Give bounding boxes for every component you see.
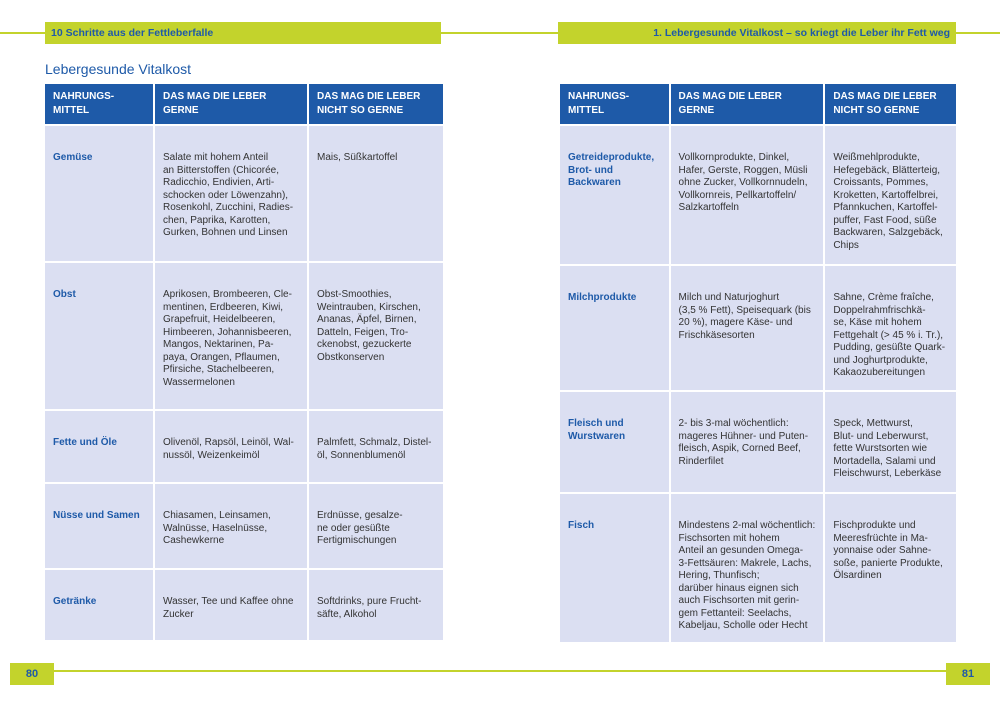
likes-cell: Salate mit hohem Anteil an Bitterstoffen (Chicorée, Radicchio, Endivien, Arti- schocken oder Löwenzahn), Rosenkohl, Zucchini, Radies- chen, Paprika, Karotten, Gurken, Bohnen und Linsen xyxy=(155,126,307,261)
food-category-cell: Getreideprodukte, Brot- und Backwaren xyxy=(560,126,669,264)
dislikes-cell: Speck, Mettwurst, Blut- und Leberwurst, fette Wurstsorten wie Mortadella, Salami und Fleischwurst, Leberkäse xyxy=(825,392,956,492)
table-row xyxy=(45,126,443,261)
table-row xyxy=(560,392,956,492)
likes-cell: 2- bis 3-mal wöchentlich: mageres Hühner- und Puten- fleisch, Aspik, Corned Beef, Rinderfilet xyxy=(671,392,824,492)
food-category-cell: Getränke xyxy=(45,570,153,640)
dislikes-cell: Palmfett, Schmalz, Distel- öl, Sonnenblumenöl xyxy=(309,411,443,482)
vitalkost-table-right xyxy=(558,82,958,644)
likes-cell: Milch und Naturjoghurt (3,5 % Fett), Speisequark (bis 20 %), magere Käse- und Frischkäsesorten xyxy=(671,266,824,390)
header-rule-left xyxy=(0,32,45,34)
food-category-cell: Fisch xyxy=(560,494,669,642)
vitalkost-table-left xyxy=(43,82,445,642)
food-category-cell: Gemüse xyxy=(45,126,153,261)
dislikes-cell: Sahne, Crème fraîche, Doppelrahmfrischkä- se, Käse mit hohem Fettgehalt (> 45 % i. Tr.), Pudding, gesüßte Quark- und Joghurtprodukte, Kakaozubereitungen xyxy=(825,266,956,390)
likes-cell: Olivenöl, Rapsöl, Leinöl, Wal- nussöl, Weizenkeimöl xyxy=(155,411,307,482)
header-dislikes: DAS MAG DIE LEBER NICHT SO GERNE xyxy=(825,84,956,124)
table-row xyxy=(45,263,443,409)
running-header-left: 10 Schritte aus der Fettleberfalle xyxy=(45,22,441,44)
dislikes-cell: Obst-Smoothies, Weintrauben, Kirschen, Ananas, Äpfel, Birnen, Datteln, Feigen, Tro- ckenobst, gezuckerte Obstkonserven xyxy=(309,263,443,409)
likes-cell: Aprikosen, Brombeeren, Cle- mentinen, Erdbeeren, Kiwi, Grapefruit, Heidelbeeren, Himbeeren, Johannisbeeren, Mangos, Nektarinen, Pa- paya, Orangen, Pflaumen, Pfirsiche, Stachelbeeren, Wassermelonen xyxy=(155,263,307,409)
header-likes: DAS MAG DIE LEBER GERNE xyxy=(155,84,307,124)
table-row xyxy=(45,570,443,640)
dislikes-cell: Weißmehlprodukte, Hefegebäck, Blätterteig, Croissants, Pommes, Kroketten, Kartoffelbrei, Pfannkuchen, Kartoffel- puffer, Fast Food, süße Backwaren, Salzgebäck, Chips xyxy=(825,126,956,264)
table-row xyxy=(560,126,956,264)
table-row xyxy=(45,411,443,482)
likes-cell: Chiasamen, Leinsamen, Walnüsse, Haselnüsse, Cashewkerne xyxy=(155,484,307,568)
likes-cell: Mindestens 2-mal wöchentlich: Fischsorten mit hohem Anteil an gesunden Omega- 3-Fettsäuren: Makrele, Lachs, Hering, Thunfisch; darüber hinaus eignen sich auch Fischsorten mit gerin- gem Fettanteil: Seelachs, Kabeljau, Scholle oder Hecht xyxy=(671,494,824,642)
table-header-row xyxy=(560,84,956,124)
dislikes-cell: Erdnüsse, gesalze- ne oder gesüßte Fertigmischungen xyxy=(309,484,443,568)
table-row xyxy=(45,484,443,568)
dislikes-cell: Fischprodukte und Meeresfrüchte in Ma- yonnaise oder Sahne- soße, panierte Produkte, Ölsardinen xyxy=(825,494,956,642)
header-rule-center xyxy=(441,32,558,34)
header-rule-right xyxy=(956,32,1000,34)
food-category-cell: Nüsse und Samen xyxy=(45,484,153,568)
likes-cell: Wasser, Tee und Kaffee ohne Zucker xyxy=(155,570,307,640)
footer-rule xyxy=(44,670,956,672)
table-row xyxy=(560,494,956,642)
header-likes: DAS MAG DIE LEBER GERNE xyxy=(671,84,824,124)
header-food: NAHRUNGS- MITTEL xyxy=(560,84,669,124)
page-number-left: 80 xyxy=(10,663,54,685)
likes-cell: Vollkornprodukte, Dinkel, Hafer, Gerste, Roggen, Müsli ohne Zucker, Vollkornnudeln, Vollkornreis, Pellkartoffeln/ Salzkartoffeln xyxy=(671,126,824,264)
table-row xyxy=(560,266,956,390)
food-category-cell: Fleisch und Wurstwaren xyxy=(560,392,669,492)
running-header-right: 1. Lebergesunde Vitalkost – so kriegt die Leber ihr Fett weg xyxy=(558,22,956,44)
food-category-cell: Obst xyxy=(45,263,153,409)
food-category-cell: Milchprodukte xyxy=(560,266,669,390)
header-dislikes: DAS MAG DIE LEBER NICHT SO GERNE xyxy=(309,84,443,124)
section-title: Lebergesunde Vitalkost xyxy=(45,61,192,77)
header-food: NAHRUNGS- MITTEL xyxy=(45,84,153,124)
page-number-right: 81 xyxy=(946,663,990,685)
food-category-cell: Fette und Öle xyxy=(45,411,153,482)
dislikes-cell: Softdrinks, pure Frucht- säfte, Alkohol xyxy=(309,570,443,640)
table-header-row xyxy=(45,84,443,124)
dislikes-cell: Mais, Süßkartoffel xyxy=(309,126,443,261)
